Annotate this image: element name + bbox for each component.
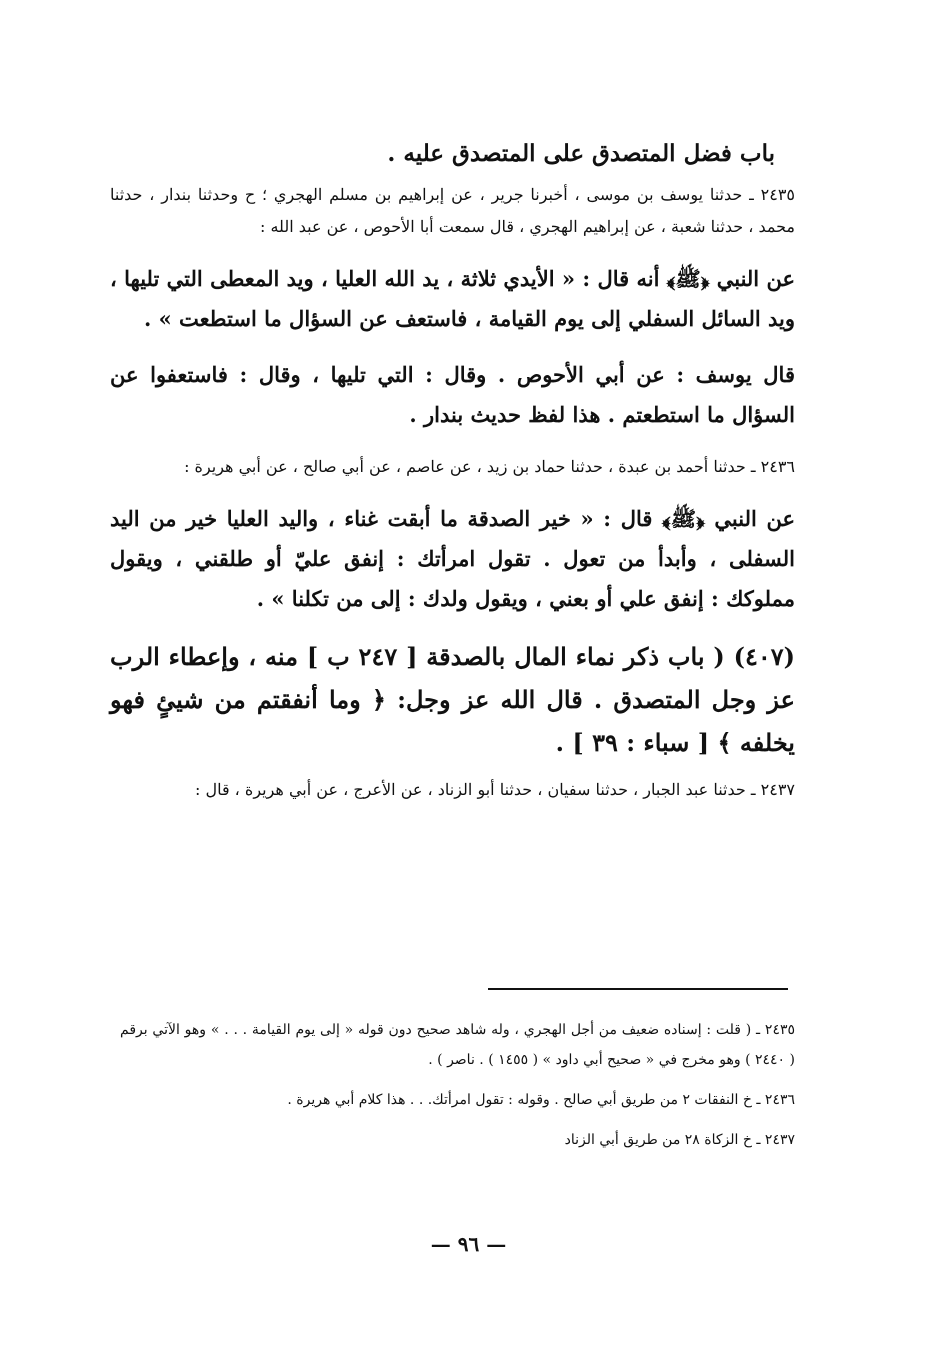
page-number: — ٩٦ — — [430, 1232, 507, 1256]
section-heading: باب فضل المتصدق على المتصدق عليه . — [387, 140, 775, 167]
hadith-comment-2435: قال يوسف : عن أبي الأحوص . وقال : التي تليها ، وقال : فاستعفوا عن السؤال ما استطعتم . هذا لفظ حديث بندار . — [110, 362, 795, 427]
footnote-2436: ٢٤٣٦ ـ خ النفقات ٢ من طريق أبي صالح . وقوله : تقول امرأتك. . . هذا كلام أبي هريرة . — [287, 1092, 795, 1108]
hadith-text-2436: عن النبي ﴿ﷺ﴾ قال : « خير الصدقة ما أبقت غناء ، واليد العليا خير من اليد السفلى ، وأبدأ من تعول . تقول امرأتك : إنفق عليّ أو طلقني ، ويقول مملوكك : إنفق علي أو بعني ، ويقول ولدك : إلى من تكلنا » . — [110, 506, 795, 611]
hadith-chain-2437: ٢٤٣٧ ـ حدثنا عبد الجبار ، حدثنا سفيان ، حدثنا أبو الزناد ، عن الأعرج ، عن أبي هريرة ، قال : — [194, 780, 795, 799]
hadith-text-2435: عن النبي ﴿ﷺ﴾ أنه قال : « الأيدي ثلاثة ، يد الله العليا ، ويد المعطى التي تليها ، ويد السائل السفلي إلى يوم القيامة ، فاستعف عن السؤال ما استطعت » . — [110, 266, 795, 331]
hadith-chain-2436: ٢٤٣٦ ـ حدثنا أحمد بن عبدة ، حدثنا حماد بن زيد ، عن عاصم ، عن أبي صالح ، عن أبي هريرة : — [184, 457, 795, 476]
footnotes — [120, 1015, 795, 1165]
footnote-2435: ٢٤٣٥ ـ ( قلت : إسناده ضعيف من أجل الهجري ، وله شاهد صحيح دون قوله « إلى يوم القيامة . . . » وهو الآتي برقم ( ٢٤٤٠ ) وهو مخرج في « صحيح أبي داود » ( ١٤٥٥ ) . ناصر ) . — [120, 1022, 795, 1068]
footnote-2437: ٢٤٣٧ ـ خ الزكاة ٢٨ من طريق أبي الزناد — [564, 1132, 795, 1148]
chapter-heading-407: (٤٠٧) ( باب ذكر نماء المال بالصدقة [ ٢٤٧ ب ] منه ، وإعطاء الرب عز وجل المتصدق . قال الله عز وجل: ﴿ وما أنفقتم من شيئٍ فهو يخلفه ﴾ [ سباء : ٣٩ ] . — [110, 642, 795, 757]
page-body — [110, 130, 795, 822]
footnote-divider — [488, 988, 788, 990]
hadith-chain-2435: ٢٤٣٥ ـ حدثنا يوسف بن موسى ، أخبرنا جرير ، عن إبراهيم بن مسلم الهجري ؛ ح وحدثنا بندار ، حدثنا محمد ، حدثنا شعبة ، عن إبراهيم الهجري ، قال سمعت أبا الأحوص ، عن عبد الله : — [110, 185, 795, 236]
